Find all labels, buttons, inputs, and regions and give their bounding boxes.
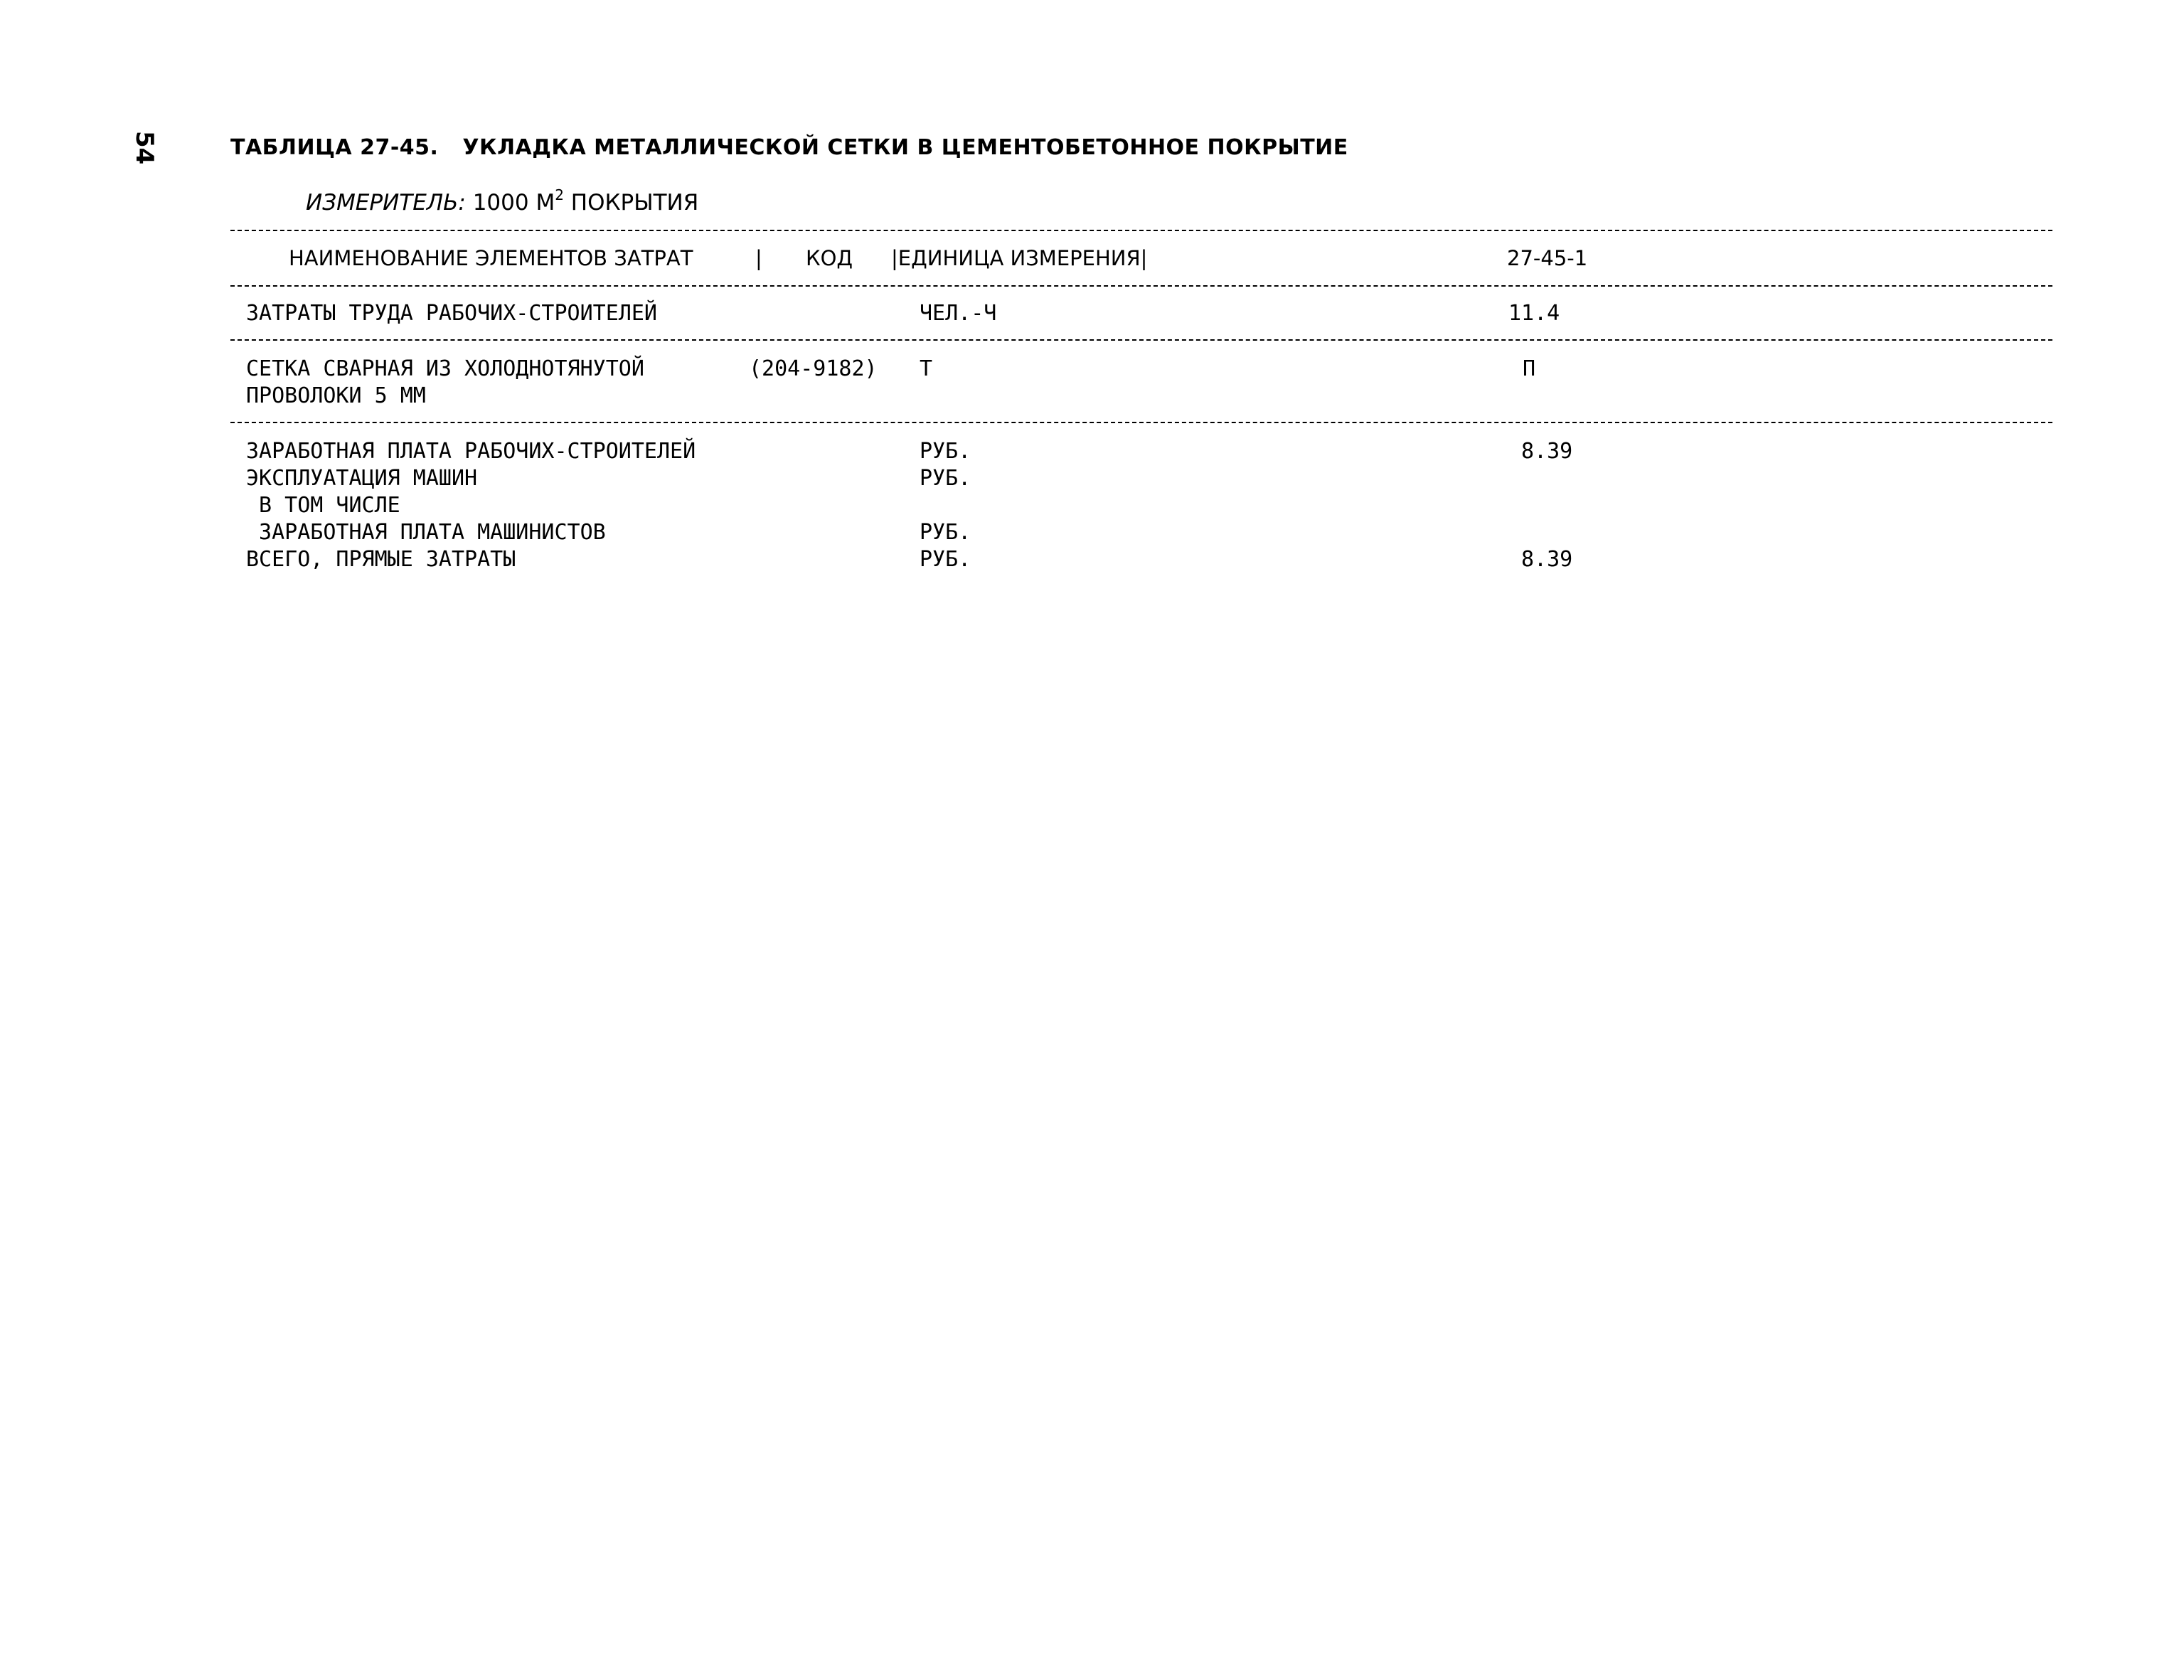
rule-labor-bottom: [230, 339, 2052, 341]
cost-value: 8.39: [1521, 547, 1573, 572]
meter-line: [306, 188, 698, 214]
material-unit: Т: [920, 356, 933, 381]
meter-label: ИЗМЕРИТЕЛЬ:: [306, 190, 466, 216]
header-norm: 27-45-1: [1507, 246, 1588, 270]
meter-object: ПОКРЫТИЯ: [570, 190, 699, 216]
header-separator: |: [755, 246, 762, 270]
table-name: УКЛАДКА МЕТАЛЛИЧЕСКОЙ СЕТКИ В ЦЕМЕНТОБЕТОННОЕ ПОКРЫТИЕ: [462, 135, 1348, 160]
material-name-line1: СЕТКА СВАРНАЯ ИЗ ХОЛОДНОТЯНУТОЙ: [246, 356, 644, 381]
cost-name: ВСЕГО, ПРЯМЫЕ ЗАТРАТЫ: [246, 547, 516, 572]
cost-name: В ТОМ ЧИСЛЕ: [246, 493, 400, 518]
cost-unit: РУБ.: [920, 547, 971, 572]
material-value: П: [1523, 356, 1536, 381]
rule-top: [230, 230, 2052, 231]
rule-material-bottom: [230, 422, 2052, 423]
meter-power: 2: [555, 186, 564, 203]
material-code: (204-9182): [749, 356, 878, 381]
meter-unit: М: [536, 190, 555, 216]
header-code: КОД: [806, 246, 853, 270]
labor-value: 11.4: [1508, 301, 1560, 326]
cost-name: ЗАРАБОТНАЯ ПЛАТА МАШИНИСТОВ: [246, 520, 606, 545]
header-unit: |ЕДИНИЦА ИЗМЕРЕНИЯ|: [891, 246, 1148, 270]
labor-name: ЗАТРАТЫ ТРУДА РАБОЧИХ-СТРОИТЕЛЕЙ: [246, 301, 657, 326]
labor-unit: ЧЕЛ.-Ч: [920, 301, 997, 326]
table-title: [230, 137, 1348, 159]
cost-name: ЭКСПЛУАТАЦИЯ МАШИН: [246, 466, 478, 491]
cost-value: 8.39: [1521, 439, 1573, 464]
cost-unit: РУБ.: [920, 466, 971, 491]
cost-unit: РУБ.: [920, 520, 971, 545]
page-number: 54: [130, 131, 159, 165]
cost-name: ЗАРАБОТНАЯ ПЛАТА РАБОЧИХ-СТРОИТЕЛЕЙ: [246, 439, 696, 464]
cost-unit: РУБ.: [920, 439, 971, 464]
rule-header-bottom: [230, 285, 2052, 287]
meter-value: 1000: [472, 190, 529, 216]
header-name: НАИМЕНОВАНИЕ ЭЛЕМЕНТОВ ЗАТРАТ: [289, 246, 693, 270]
table-number: ТАБЛИЦА 27-45.: [230, 135, 439, 160]
material-name-line2: ПРОВОЛОКИ 5 ММ: [246, 383, 426, 408]
